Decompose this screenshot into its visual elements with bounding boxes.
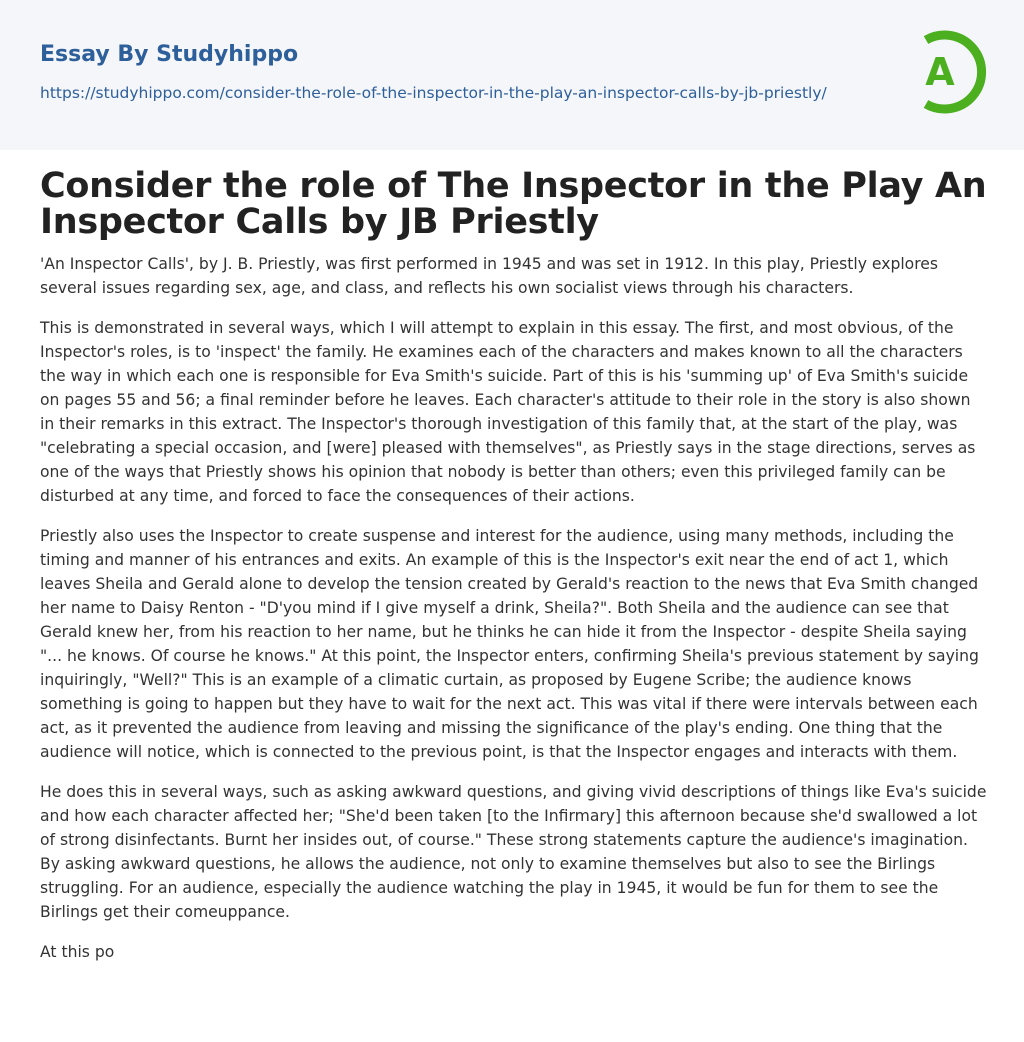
studyhippo-logo-icon[interactable]	[910, 28, 988, 116]
article-url-link[interactable]: https://studyhippo.com/consider-the-role-of-the-inspector-in-the-play-an-inspector-calls-by-jb-priestly/	[40, 84, 827, 102]
article	[40, 168, 988, 980]
article-title: Consider the role of The Inspector in the Play An Inspector Calls by JB Priestly	[40, 166, 987, 242]
article-paragraph-4: He does this in several ways, such as asking awkward questions, and giving vivid descriptions of things like Eva's suicide and how each character affected her; "She'd been taken [to the Infirmary] this afternoon because she'd swallowed a lot of strong disinfectants. Burnt her insides out, of course." These strong statements capture the audience's imagination. By asking awkward questions, he allows the audience, not only to examine themselves but also to see the Birlings struggling. For an audience, especially the audience watching the play in 1945, it would be fun for them to see the Birlings get their comeuppance.	[40, 783, 987, 921]
article-paragraph-1: 'An Inspector Calls', by J. B. Priestly, was first performed in 1945 and was set in 1912. In this play, Priestly explores several issues regarding sex, age, and class, and reflects his own socialist views through his characters.	[40, 255, 939, 297]
article-paragraph-3: Priestly also uses the Inspector to create suspense and interest for the audience, using many methods, including the timing and manner of his entrances and exits. An example of this is the Inspector's exit near the end of act 1, which leaves Sheila and Gerald alone to develop the tension created by Gerald's reaction to the news that Eva Smith changed her name to Daisy Renton - "D'you mind if I give myself a drink, Sheila?". Both Sheila and the audience can see that Gerald knew her, from his reaction to her name, but he thinks he can hide it from the Inspector - despite Sheila saying "... he knows. Of course he knows." At this point, the Inspector enters, confirming Sheila's previous statement by saying inquiringly, "Well?" This is an example of a climatic curtain, as proposed by Eugene Scribe; the audience knows something is going to happen but they have to wait for the next act. This was vital if there were intervals between each act, as it prevented the audience from leaving and missing the significance of the play's ending. One thing that the audience will notice, which is connected to the previous point, is that the Inspector engages and interacts with them.	[40, 527, 979, 761]
site-header	[0, 0, 1024, 150]
article-paragraph-2: This is demonstrated in several ways, which I will attempt to explain in this essay. The first, and most obvious, of the Inspector's roles, is to 'inspect' the family. He examines each of the characters and makes known to all the characters the way in which each one is responsible for Eva Smith's suicide. Part of this is his 'summing up' of Eva Smith's suicide on pages 55 and 56; a final reminder before he leaves. Each character's attitude to their role in the story is also shown in their remarks in this extract. The Inspector's thorough investigation of this family that, at the start of the play, was "celebrating a special occasion, and [were] pleased with themselves", as Priestly says in the stage directions, serves as one of the ways that Priestly shows his opinion that nobody is better than others; even this privileged family can be disturbed at any time, and forced to face the consequences of their actions.	[40, 319, 976, 505]
article-paragraph-5: At this po	[40, 943, 115, 961]
site-brand[interactable]: Essay By Studyhippo	[40, 42, 299, 67]
logo-letter: A	[925, 50, 955, 94]
